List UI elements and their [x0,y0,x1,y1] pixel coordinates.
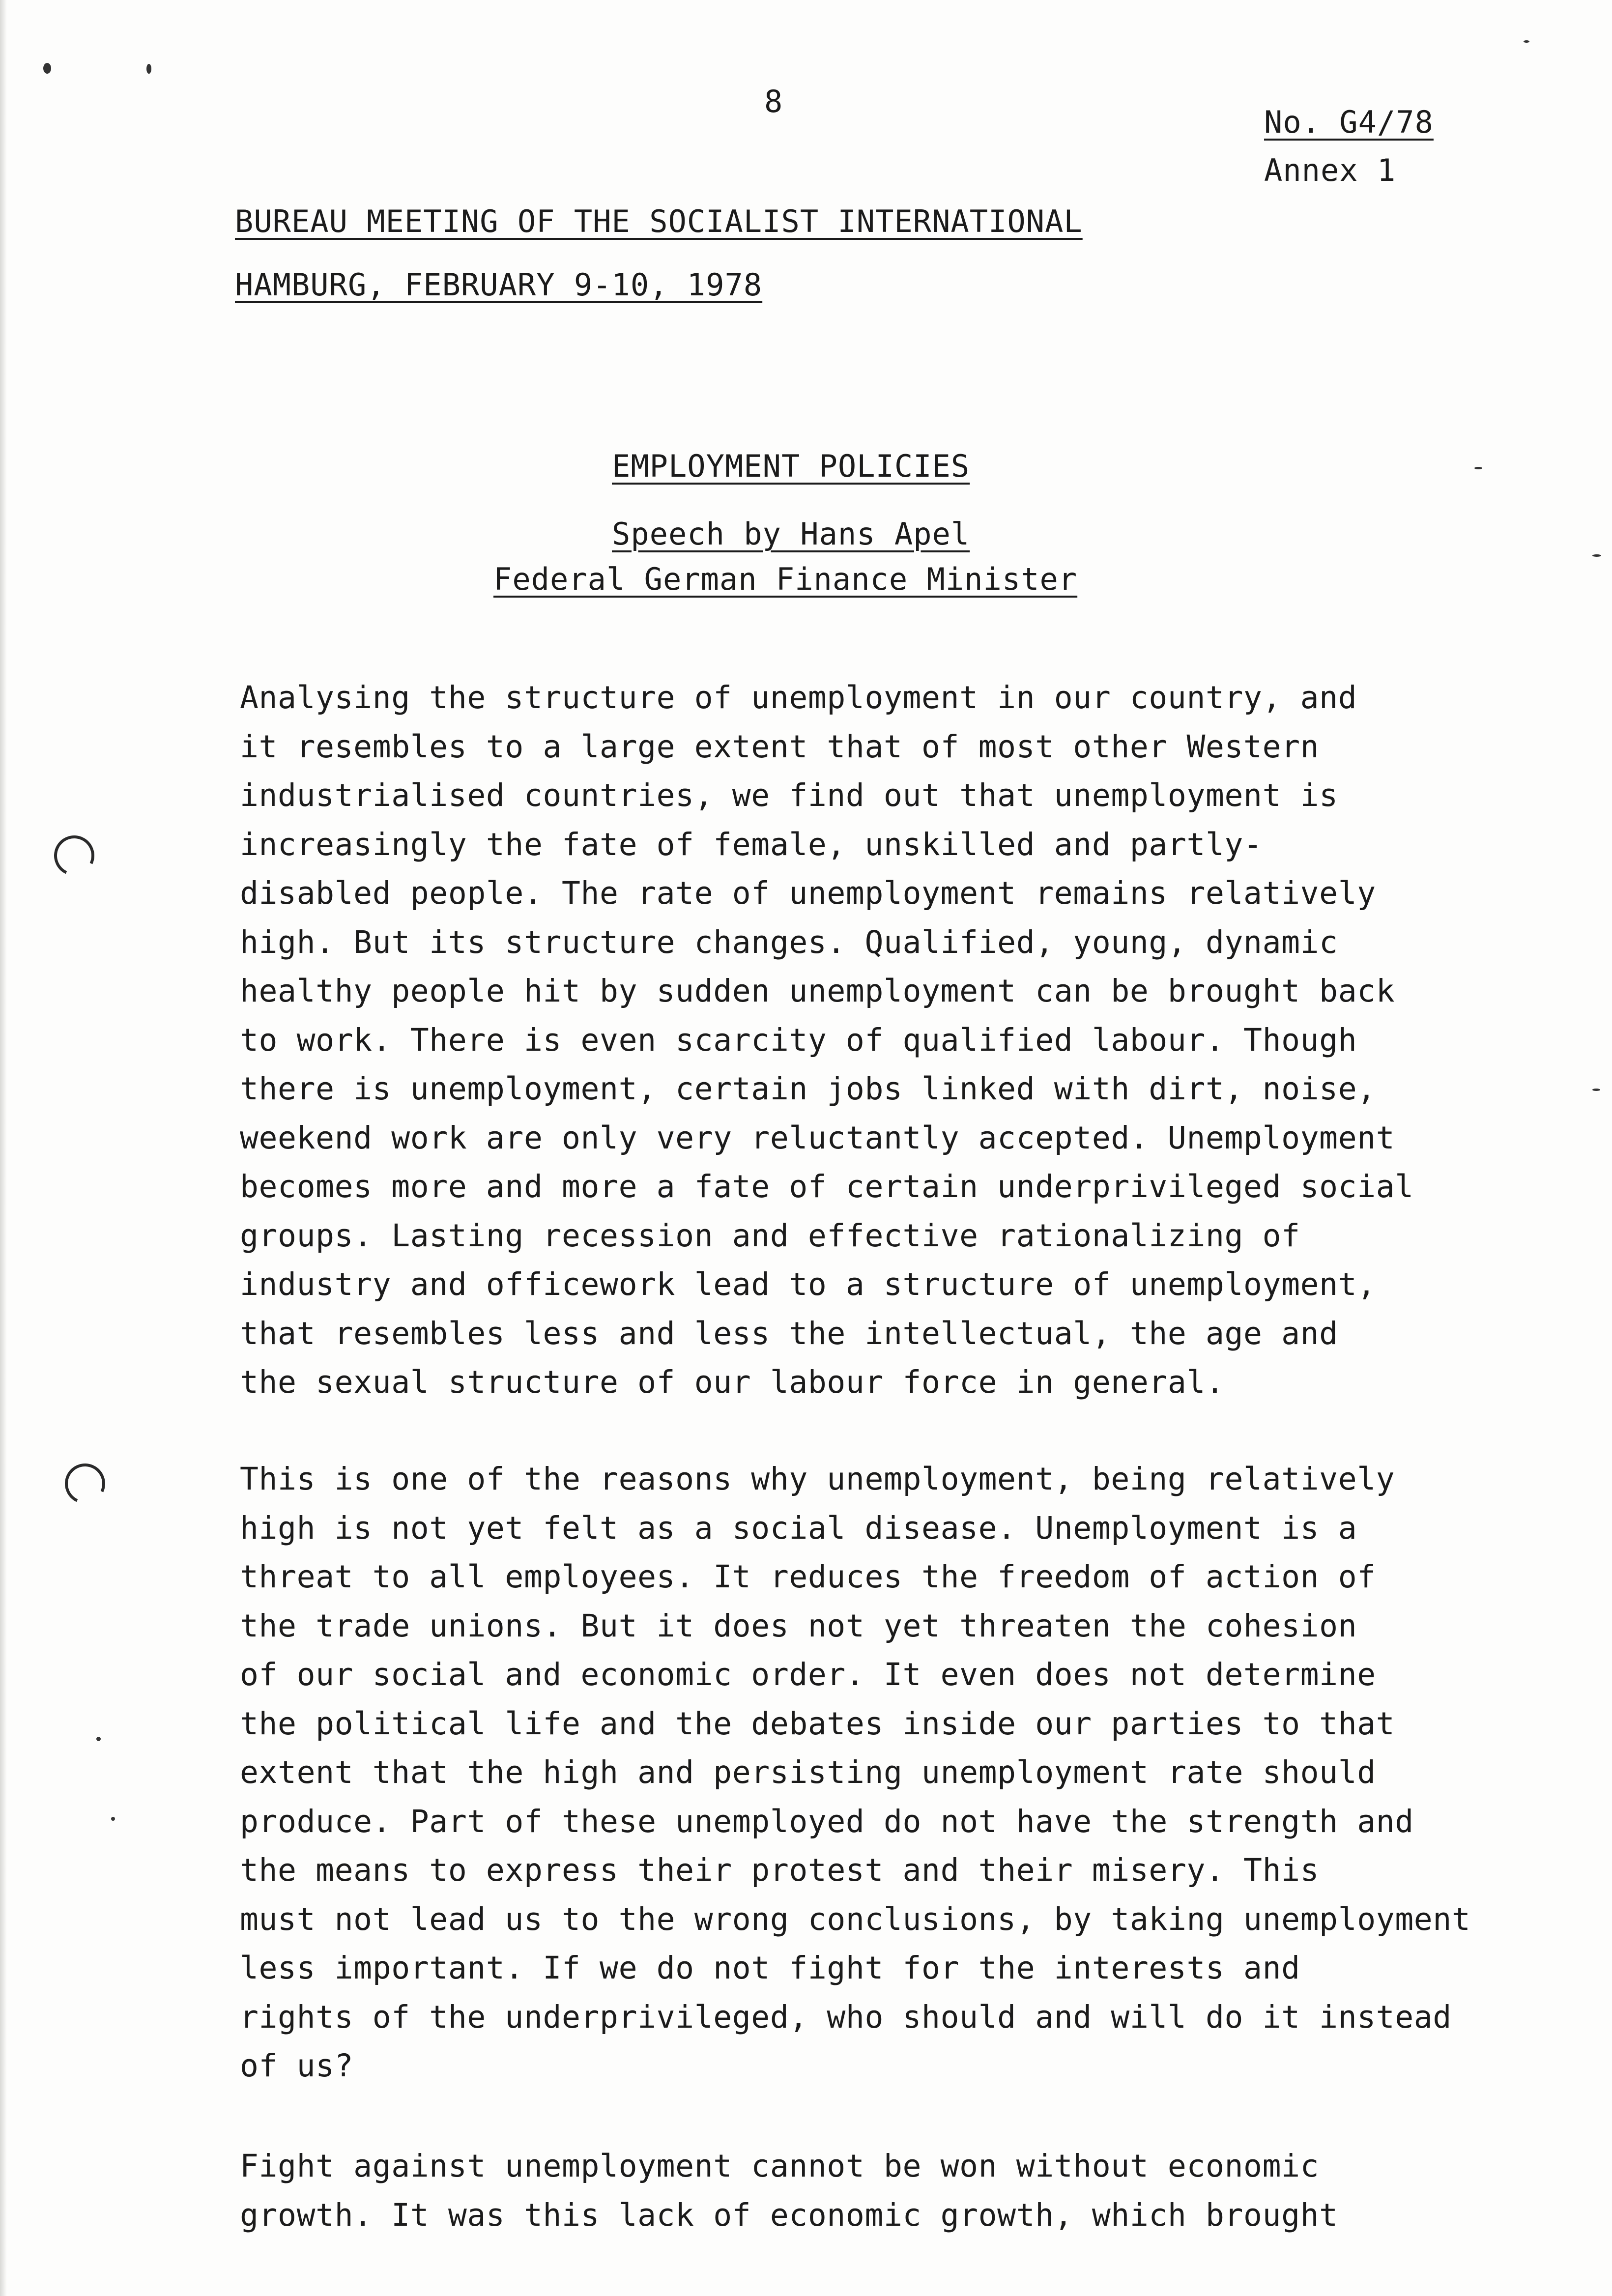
text-line: of us? [240,2048,354,2084]
scan-edge [0,0,7,2296]
text-line: there is unemployment, certain jobs linked with dirt, noise, [240,1071,1376,1107]
text-line: the political life and the debates inside our parties to that [240,1705,1395,1742]
text-line: groups. Lasting recession and effective rationalizing of [240,1217,1300,1254]
body-paragraph-2 [240,1455,1547,2091]
body-paragraph-3 [240,2142,1547,2239]
text-line: increasingly the fate of female, unskilled and partly- [240,826,1263,862]
scan-speck [111,1817,115,1821]
text-line: industrialised countries, we find out that unemployment is [240,777,1338,813]
scan-speck [146,64,151,74]
scan-speck [43,63,51,74]
text-line: weekend work are only very reluctantly accepted. Unemployment [240,1119,1395,1156]
text-line: of our social and economic order. It even does not determine [240,1657,1376,1693]
speaker-role: Federal German Finance Minister [493,561,1078,597]
text-line: Analysing the structure of unemployment in our country, and [240,680,1357,716]
text-line: becomes more and more a fate of certain underprivileged social [240,1169,1414,1205]
text-line: it resembles to a large extent that of most other Western [240,728,1320,765]
text-line: growth. It was this lack of economic growth, which brought [240,2197,1338,2233]
text-line: Fight against unemployment cannot be won without economic [240,2148,1320,2184]
text-line: high. But its structure changes. Qualified, young, dynamic [240,924,1338,960]
text-line: high is not yet felt as a social disease. Unemployment is a [240,1510,1357,1546]
annex-label: Annex 1 [1264,152,1396,188]
text-line: less important. If we do not fight for the interests and [240,1950,1300,1986]
scan-speck [1524,40,1529,43]
document-heading: EMPLOYMENT POLICIES [612,448,970,484]
scan-speck [96,1737,101,1741]
punch-hole [48,830,100,881]
text-line: disabled people. The rate of unemployment remains relatively [240,875,1376,911]
text-line: must not lead us to the wrong conclusions, by taking unemployment [240,1901,1471,1937]
text-line: the trade unions. But it does not yet threaten the cohesion [240,1607,1357,1644]
text-line: rights of the underprivileged, who should and will do it instead [240,1999,1452,2035]
document-number: No. G4/78 [1264,104,1434,140]
text-line: extent that the high and persisting unemployment rate should [240,1754,1376,1790]
speech-byline: Speech by Hans Apel [612,516,970,552]
text-line: that resembles less and less the intellectual, the age and [240,1315,1338,1351]
text-line: This is one of the reasons why unemployment, being relatively [240,1461,1395,1497]
scan-speck [1592,1089,1600,1091]
text-line: healthy people hit by sudden unemployment can be brought back [240,973,1395,1009]
page-number: 8 [764,84,783,119]
text-line: threat to all employees. It reduces the freedom of action of [240,1559,1376,1595]
text-line: industry and officework lead to a structure of unemployment, [240,1266,1376,1302]
scan-speck [1592,554,1601,557]
meeting-title: BUREAU MEETING OF THE SOCIALIST INTERNATIONAL [235,203,1083,239]
meeting-location-date: HAMBURG, FEBRUARY 9-10, 1978 [235,267,763,303]
text-line: the sexual structure of our labour force in general. [240,1364,1225,1400]
text-line: to work. There is even scarcity of qualified labour. Though [240,1022,1357,1058]
body-paragraph-1 [240,673,1547,1407]
text-line: produce. Part of these unemployed do not have the strength and [240,1803,1414,1839]
punch-hole [59,1458,111,1509]
text-line: the means to express their protest and their misery. This [240,1852,1320,1888]
scan-speck [1474,467,1482,469]
